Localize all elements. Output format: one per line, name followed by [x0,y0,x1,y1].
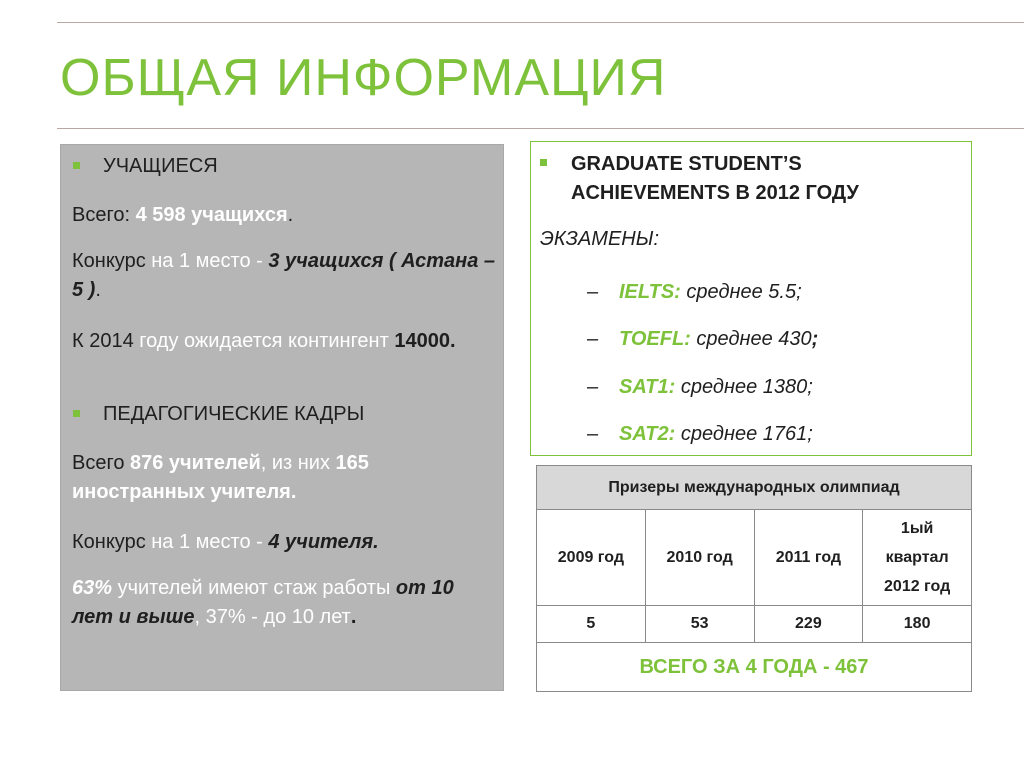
square-bullet-icon [540,159,547,166]
exam-sat1: – SAT1: среднее 1380; [587,376,813,398]
value-cell: 5 [537,606,646,643]
achievements-panel [530,141,972,456]
table-row [537,510,972,606]
general-info-panel [60,144,504,691]
top-divider [57,22,1024,23]
students-forecast: К 2014 году ожидается контингент 14000. [72,330,456,352]
total-cell: ВСЕГО ЗА 4 ГОДА - 467 [537,643,972,692]
year-cell: 2011 год [754,510,863,606]
students-total: Всего: 4 598 учащихся. [72,204,294,226]
exams-label: ЭКЗАМЕНЫ: [540,228,660,250]
year-cell: 1ый квартал 2012 год [863,510,972,606]
value-cell: 180 [863,606,972,643]
staff-experience: 63% учителей имеют стаж работы от 10 лет и выше, 37% - до 10 лет. [72,577,454,628]
table-row [537,606,972,643]
title-divider [57,128,1024,129]
students-contest: Конкурс на 1 место - 3 учащихся ( Астана – 5 ). [72,250,496,301]
students-heading: УЧАЩИЕСЯ [103,155,218,177]
year-cell: 2009 год [537,510,646,606]
table-total-row [537,643,972,692]
value-cell: 53 [645,606,754,643]
achievements-heading: GRADUATE STUDENT’S ACHIEVEMENTS В 2012 ГОДУ [571,153,859,204]
exam-ielts: – IELTS: среднее 5.5; [587,281,802,303]
table-caption: Призеры международных олимпиад [537,466,972,510]
olympiad-table [536,465,972,692]
staff-contest: Конкурс на 1 место - 4 учителя. [72,531,379,553]
square-bullet-icon [73,410,80,417]
staff-total: Всего 876 учителей, из них 165 иностранных учителя. [72,452,369,503]
exam-sat2: – SAT2: среднее 1761; [587,423,813,445]
exam-toefl: – TOEFL: среднее 430; [587,328,819,350]
staff-heading: ПЕДАГОГИЧЕСКИЕ КАДРЫ [103,403,365,425]
year-cell: 2010 год [645,510,754,606]
slide-title: ОБЩАЯ ИНФОРМАЦИЯ [60,49,667,107]
square-bullet-icon [73,162,80,169]
table-header-row [537,466,972,510]
value-cell: 229 [754,606,863,643]
